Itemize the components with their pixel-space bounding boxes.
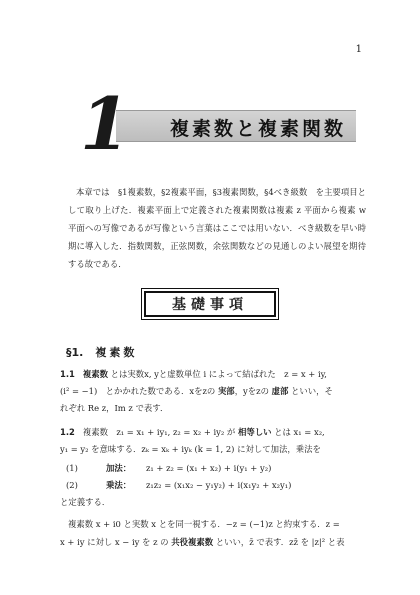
section-title: 複素数 [95,346,138,359]
paragraph-number: 1.1 [60,369,75,379]
page-number: 1 [355,44,362,55]
multiplication-label: 乗法： [106,480,132,490]
paragraph-number: 1.2 [60,427,75,437]
text-span: (i² = −1) とかかれた数である．xをzの [60,386,218,396]
text-span: とは実数x, yと虚数単位 i によって結ばれた z = x + iy, [107,369,327,379]
equation-label: (2) [66,480,78,490]
term-real-part: 実部 [217,386,235,396]
section-number: §1. [66,346,84,359]
addition-label: 加法： [106,463,132,473]
paragraph-1-1-line-1 [60,368,370,380]
basic-facts-label: 基礎事項 [172,297,248,313]
paragraph-1-3-line-2 [60,536,370,548]
chapter-number: 1 [80,81,131,166]
addition-definition [66,462,271,474]
definition-closing: と定義する． [60,497,111,507]
term-equal: 相等しい [237,427,272,437]
term-imaginary-part: 虚部 [271,386,289,396]
addition-formula: z₁ + z₂ = (x₁ + x₂) + i(y₁ + y₂) [146,463,272,473]
equation-label: (1) [66,463,78,473]
text-span: といい，そ [288,386,333,396]
term-conjugate: 共役複素数 [171,537,214,547]
text-span: とは x₁ = x₂, [271,427,325,437]
basic-facts-box [144,291,276,317]
multiplication-definition [66,479,291,491]
chapter-title: 複素数と複素関数 [170,118,347,140]
chapter-banner [74,81,356,166]
paragraph-1-2-line-2: y₁ = y₂ を意味する．zₖ = xₖ + iyₖ (k = 1, 2) に対して加法，乗法を [60,444,321,454]
text-span: ，yをzの [234,386,272,396]
chapter-intro-paragraph: 本章では §1複素数，§2複素平面，§3複素関数，§4べき級数 を主要項目として取り上げた．複素平面上で定義された複素関数は複素 z 平面から複素 w 平面への写像であるが写像という言葉はここでは用いない．べき級数を早い時期に導入した．指数関数，正弦関数，余弦関数などの見通しのよい展望を期待する故である． [68,187,366,269]
text-span: x + iy に対し x − iy を z の [60,537,172,547]
multiplication-formula: z₁z₂ = (x₁x₂ − y₁y₂) + i(x₁y₂ + x₂y₁) [146,480,292,490]
paragraph-1-1-line-3: れぞれ Re z，Im z で表す． [60,403,169,413]
paragraph-1-1-line-2 [60,385,370,397]
term-complex-number: 複素数 [82,369,108,379]
text-span: 複素数 z₁ = x₁ + iy₁, z₂ = x₂ + iy₂ が [82,427,238,437]
section-heading [66,344,137,360]
paragraph-1-2-line-1 [60,426,370,438]
text-span: といい，z̄ で表す．zz̄ を |z|² と表 [213,537,345,547]
paragraph-1-3-line-1: 複素数 x + i0 と実数 x とを同一視する．−z = (−1)z と約束する．z = [68,519,340,529]
